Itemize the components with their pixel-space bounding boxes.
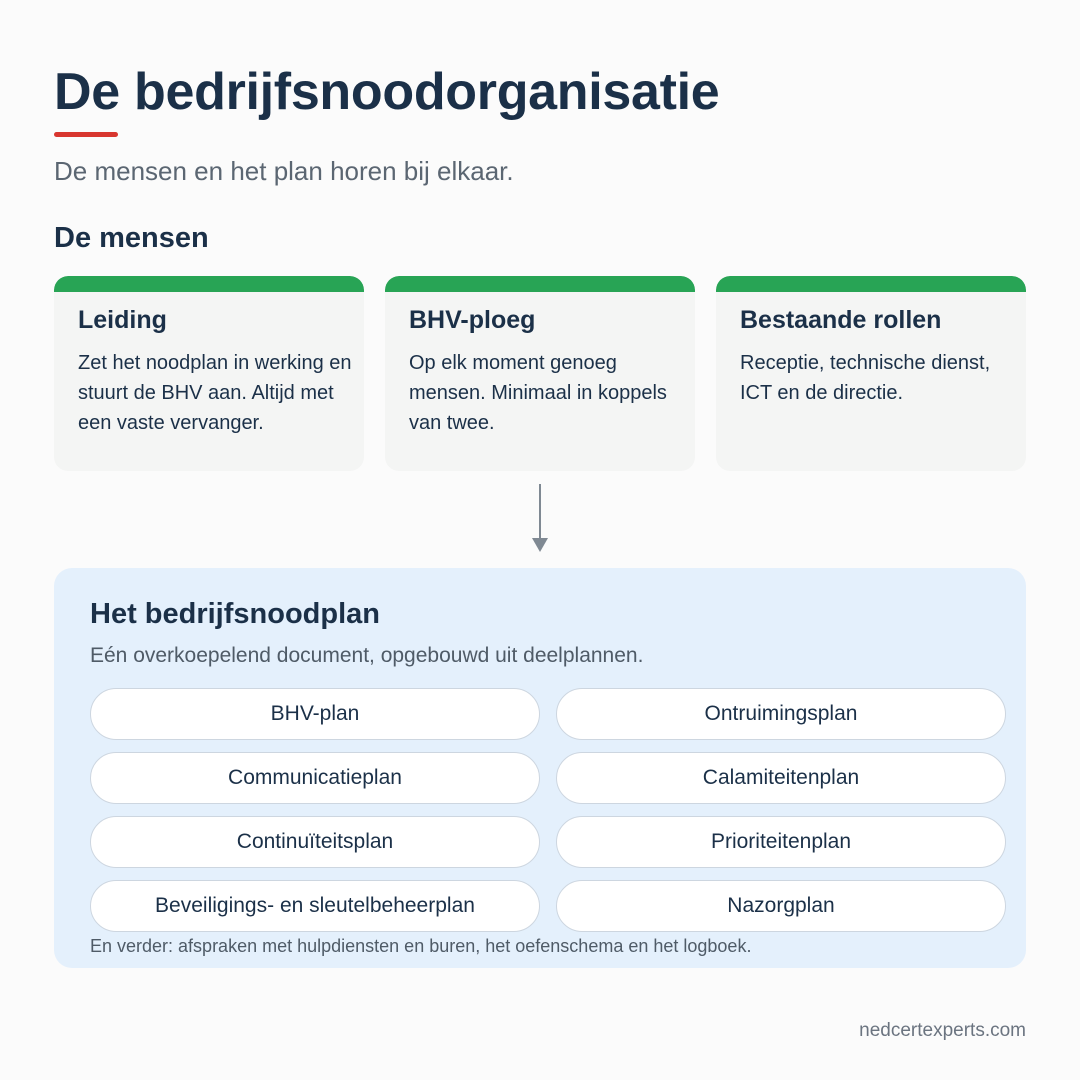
card-title: Leiding (78, 306, 167, 334)
plan-subtitle: Eén overkoepelend document, opgebouwd uit deelplannen. (90, 644, 644, 667)
card-accent-bar (54, 276, 364, 292)
plan-item-beveiligingsplan: Beveiligings- en sleutelbeheerplan (90, 880, 540, 932)
plan-item-continuiteitsplan: Continuïteitsplan (90, 816, 540, 868)
card-bestaande-rollen (716, 276, 1026, 471)
page-title: De bedrijfsnoodorganisatie (54, 63, 720, 121)
card-title: BHV-ploeg (409, 306, 536, 334)
footer-website: nedcertexperts.com (859, 1020, 1026, 1041)
card-bhv-ploeg (385, 276, 695, 471)
card-text: Op elk moment genoeg mensen. Minimaal in koppels van twee. (409, 352, 667, 434)
plan-item-prioriteitenplan: Prioriteitenplan (556, 816, 1006, 868)
title-accent-line (54, 132, 118, 137)
card-text: Zet het noodplan in werking en stuurt de BHV aan. Altijd met een vaste vervanger. (78, 352, 352, 434)
card-title: Bestaande rollen (740, 306, 942, 334)
people-section-title: De mensen (54, 222, 209, 254)
plan-item-ontruimingsplan: Ontruimingsplan (556, 688, 1006, 740)
people-cards (54, 276, 1026, 471)
plan-item-bhv-plan: BHV-plan (90, 688, 540, 740)
card-leiding (54, 276, 364, 471)
arrow-down-icon (530, 484, 550, 554)
card-text: Receptie, technische dienst, ICT en de directie. (740, 352, 991, 404)
emergency-plan-panel (54, 568, 1026, 968)
card-accent-bar (385, 276, 695, 292)
plan-note: En verder: afspraken met hulpdiensten en buren, het oefenschema en het logboek. (90, 936, 752, 956)
plan-item-communicatieplan: Communicatieplan (90, 752, 540, 804)
plan-item-nazorgplan: Nazorgplan (556, 880, 1006, 932)
plan-title: Het bedrijfsnoodplan (90, 598, 380, 630)
plan-item-calamiteitenplan: Calamiteitenplan (556, 752, 1006, 804)
card-accent-bar (716, 276, 1026, 292)
page-subtitle: De mensen en het plan horen bij elkaar. (54, 156, 514, 186)
